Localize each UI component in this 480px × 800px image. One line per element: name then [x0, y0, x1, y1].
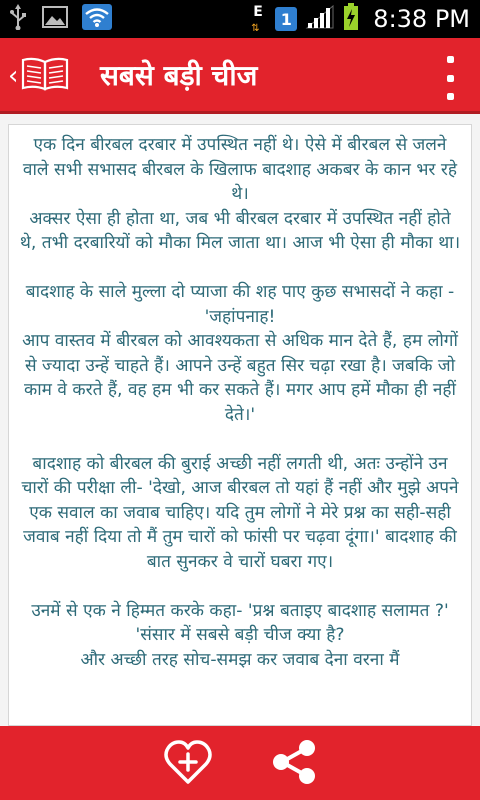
network-type-indicator [251, 4, 267, 34]
status-time: 8:38 PM [373, 5, 470, 33]
usb-icon [8, 4, 28, 34]
story-paragraph: बादशाह के साले मुल्ला दो प्याजा की शह पाए कुछ सभासदों ने कहा -'जहांपनाह! [25, 282, 455, 327]
status-bar [0, 0, 480, 38]
status-notifications [8, 0, 112, 38]
story-paragraph: आप वास्तव में बीरबल को आवश्यकता से अधिक मान देते हैं, हम लोगों से ज्यादा उन्हें चाहते हैं। आपने उन्हें बहुत सिर चढ़ा रखा है। जबकि जो काम वे करते हैं, वह हम भी कर सकते हैं। मगर आप हमें मौका ही नहीं देते।' [22, 331, 458, 425]
status-system [251, 0, 470, 38]
book-icon [20, 56, 70, 96]
page-title: सबसे बड़ी चीज [100, 59, 258, 92]
wifi-icon [82, 4, 112, 34]
overflow-dot [447, 75, 454, 82]
share-button[interactable] [268, 738, 320, 790]
story-paragraph: 'संसार में सबसे बड़ी चीज क्या है? [135, 625, 345, 645]
signal-icon [305, 4, 335, 34]
story-paragraph: बादशाह को बीरबल की बुराई अच्छी नहीं लगती थी, अतः उन्होंने उन चारों की परीक्षा ली- 'देखो, आज बीरबल तो यहां हैं नहीं और मुझे अपने एक सवाल का जवाब चाहिए। यदि तुम लोगों ने मेरे प्रश्न का सही-सही जवाब नहीं दिया तो मैं तुम चारों को फांसी पर चढ़वा दूंगा।' बादशाह की बात सुनकर वे चारों घबरा गए। [21, 453, 459, 572]
notification-count-badge: 1 [275, 7, 297, 31]
image-icon [42, 6, 68, 32]
overflow-dot [447, 93, 454, 100]
story-text [9, 125, 471, 672]
battery-charging-icon [343, 3, 359, 35]
paragraph-spacer [19, 256, 461, 281]
overflow-dot [447, 56, 454, 63]
story-paragraph: और अच्छी तरह सोच-समझ कर जवाब देना वरना मैं [80, 649, 400, 670]
story-paragraph: उनमें से एक ने हिम्मत करके कहा- 'प्रश्न बताइए बादशाह सलामत ?' [31, 600, 449, 621]
up-navigation-button[interactable] [8, 52, 78, 100]
data-arrows-icon: ⇅ [251, 23, 260, 34]
heart-plus-icon [163, 738, 213, 790]
chevron-left-icon: ‹ [8, 61, 19, 91]
paragraph-spacer [19, 427, 461, 452]
network-type-label: E [253, 4, 263, 20]
bottom-action-bar [0, 726, 480, 800]
story-paragraph: एक दिन बीरबल दरबार में उपस्थित नहीं थे। ऐसे में बीरबल से जलने वाले सभी सभासद बीरबल के खिलाफ बादशाह अकबर के कान भर रहे थे। [22, 135, 458, 204]
story-paragraph: अक्सर ऐसा ही होता था, जब भी बीरबल दरबार में उपस्थित नहीं होते थे, तभी दरबारियों को मौका मिल जाता था। आज भी ऐसा ही मौका था। [19, 208, 461, 253]
paragraph-spacer [19, 574, 461, 599]
overflow-menu-button[interactable] [440, 56, 460, 100]
share-icon [269, 738, 319, 790]
story-content-card[interactable] [8, 124, 472, 726]
app-bar [0, 38, 480, 114]
add-favorite-button[interactable] [162, 738, 214, 790]
